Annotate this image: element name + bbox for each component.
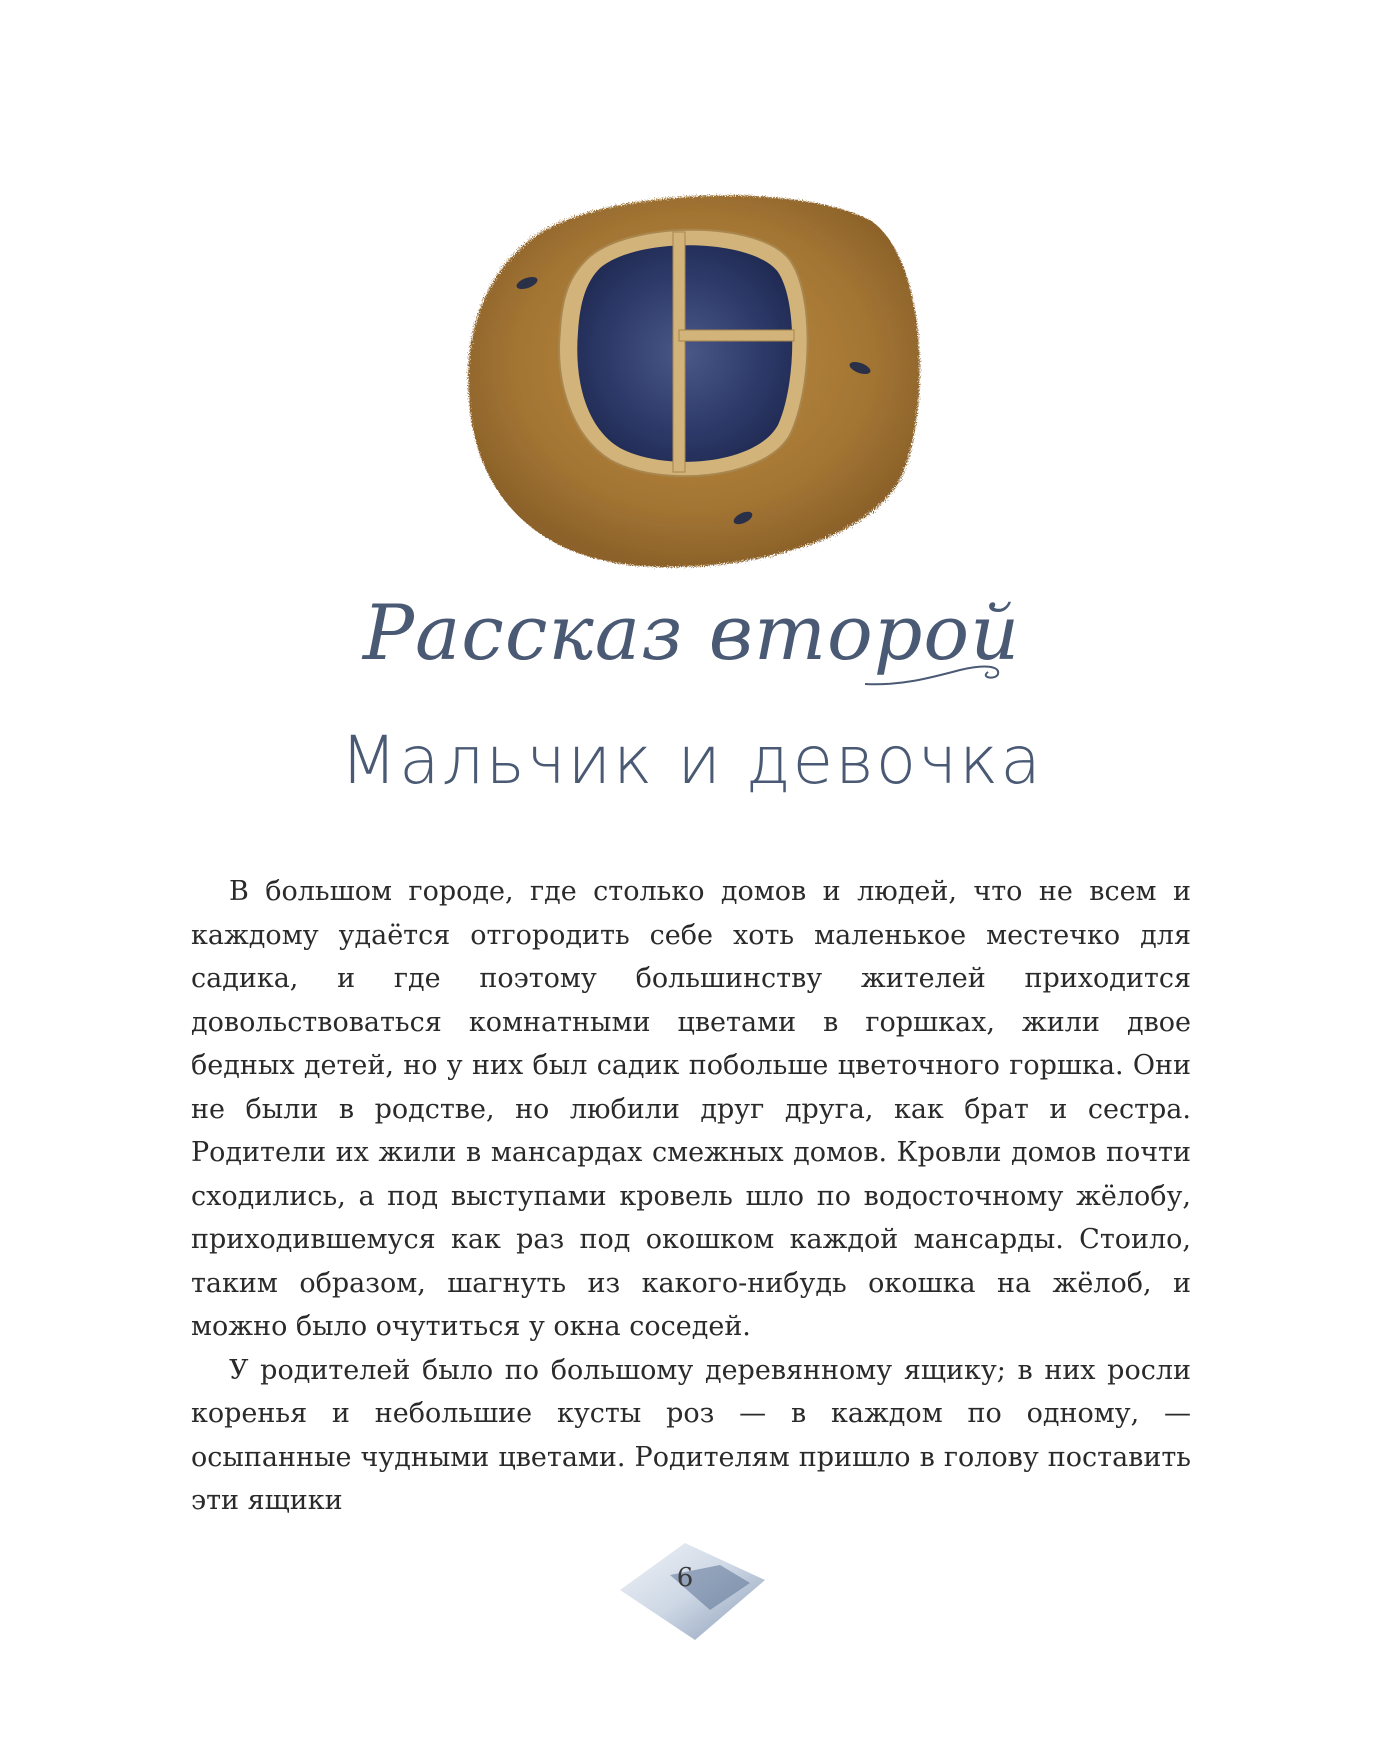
chapter-subtitle: Рассказ второй — [362, 588, 1021, 677]
page-number: 6 — [676, 1563, 694, 1593]
window-mullion-vertical — [673, 232, 685, 472]
paragraph: У родителей было по большому деревянному ящику; в них росли коренья и небольшие кусты роз — в каждом по одному, — осыпанные чудными цветами. Родителям пришло в голову поставить эти ящики — [191, 1354, 1191, 1516]
chapter-title: Мальчик и девочка — [340, 722, 1043, 799]
subtitle-flourish — [860, 656, 1010, 696]
paragraph: В большом городе, где столько домов и людей, что не всем и каждому удаётся отгородить себе хоть маленькое местечко для садика, и где поэтому большинству жителей приходится довольствоваться комнатными цветами в горшках, жили двое бедных детей, но у них был садик побольше цветочного горшка. Они не были в родстве, но любили друг друга, как брат и сестра. Родители их жили в мансардах смежных домов. Кровли домов почти сходились, а под выступами кровель шло по водосточному жёлобу, приходившемуся как раз под окошком каждой мансарды. Стоило, таким образом, шагнуть из какого-нибудь окошка на жёлоб, и можно было очутиться у окна соседей. — [191, 876, 1191, 1342]
round-window-illustration — [460, 180, 930, 580]
window-mullion-horizontal — [679, 330, 794, 341]
story-text — [191, 870, 1191, 1523]
